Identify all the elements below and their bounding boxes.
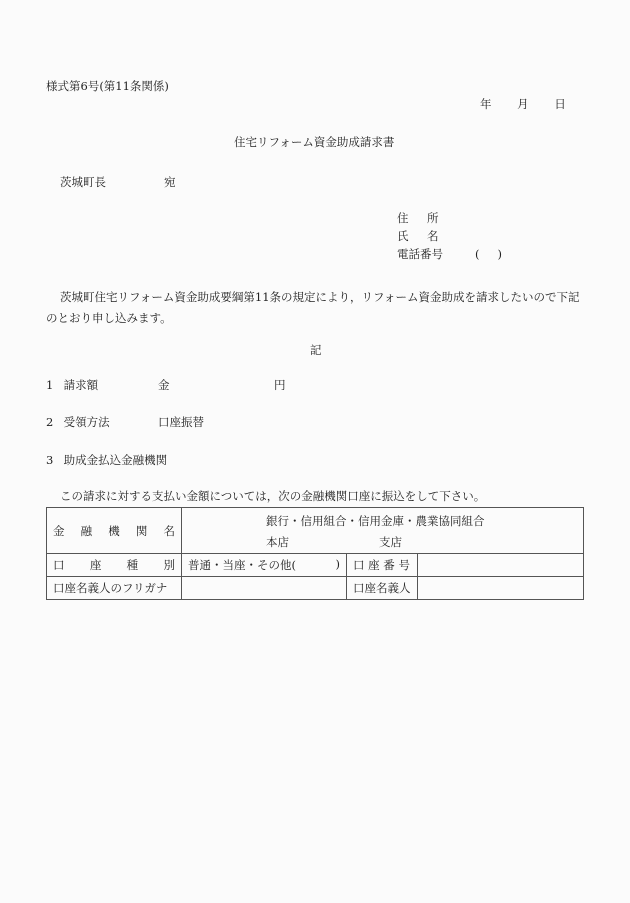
date-year[interactable]: 年 [480,97,492,111]
item-bank [46,455,167,467]
addressee-suffix: 宛 [164,175,176,189]
date-month[interactable]: 月 [517,97,529,111]
label-char: 機 [108,523,120,538]
label-char: 種 [126,558,139,572]
institution-label-cell [47,508,182,554]
body-paragraph: 茨城町住宅リフォーム資金助成要綱第11条の規定により，リフォーム資金助成を請求したいので下記のとおり申し込みます。 [46,290,580,325]
address-label-a: 住 [397,211,409,225]
item-label: 助成金払込金融機関 [63,453,168,467]
table-row [47,554,584,577]
institution-value-cell[interactable] [182,508,584,554]
amount-prefix: 金 [158,378,170,392]
document-title: 住宅リフォーム資金助成請求書 [234,135,395,149]
furigana-input[interactable] [182,577,347,600]
label-char: 融 [80,523,93,538]
item-receipt-method [46,415,204,429]
label-char: 関 [135,523,148,538]
applicant-block [397,213,502,267]
label-char: 名 [163,523,175,538]
item-number: 1 [46,378,54,392]
holder-label-cell: 口座名義人 [347,577,418,600]
label-char: 口 [53,558,65,572]
bank-note: この請求に対する支払い金額については，次の金融機関口座に振込をして下さい。 [60,489,486,503]
amount-suffix: 円 [274,378,286,392]
name-label-a: 氏 [397,229,409,243]
addressee [60,177,176,189]
label-char: 金 [53,523,65,538]
account-number-input[interactable] [418,554,584,577]
date-day[interactable]: 日 [554,97,566,111]
phone-label: 電話番号 [397,247,443,261]
account-number-label-cell: 口 座 番 号 [347,554,418,577]
form-number: 様式第6号(第11条関係) [46,79,169,93]
name-label-b: 名 [427,229,439,243]
account-type-close: ) [335,557,340,571]
holder-input[interactable] [418,577,584,600]
item-claim-amount [46,378,286,392]
bank-table [46,507,584,600]
ki-heading: 記 [310,343,322,357]
item-number: 3 [46,453,54,467]
receipt-method-value: 口座振替 [158,415,204,429]
account-type-value-cell[interactable] [182,554,347,577]
furigana-label-cell: 口座名義人のフリガナ [47,577,182,600]
address-field[interactable] [397,213,502,231]
label-char: 別 [163,558,175,572]
table-row [47,508,584,554]
item-label: 受領方法 [63,415,110,429]
item-label: 請求額 [63,378,99,392]
item-number: 2 [46,415,54,429]
date-line [480,99,566,111]
table-row [47,577,584,600]
address-label-b: 所 [427,211,439,225]
institution-types: 銀行・信用組合・信用金庫・農業協同組合 [266,513,485,528]
account-type-label-cell [47,554,182,577]
head-office-label: 本店 [266,534,289,549]
label-char: 座 [89,558,102,572]
phone-close-paren: ) [497,247,502,261]
addressee-name: 茨城町長 [60,175,106,189]
phone-field[interactable] [397,249,502,267]
branch-label: 支店 [379,534,402,549]
phone-open-paren: ( [475,247,480,261]
account-type-options: 普通・当座・その他( [188,558,296,572]
